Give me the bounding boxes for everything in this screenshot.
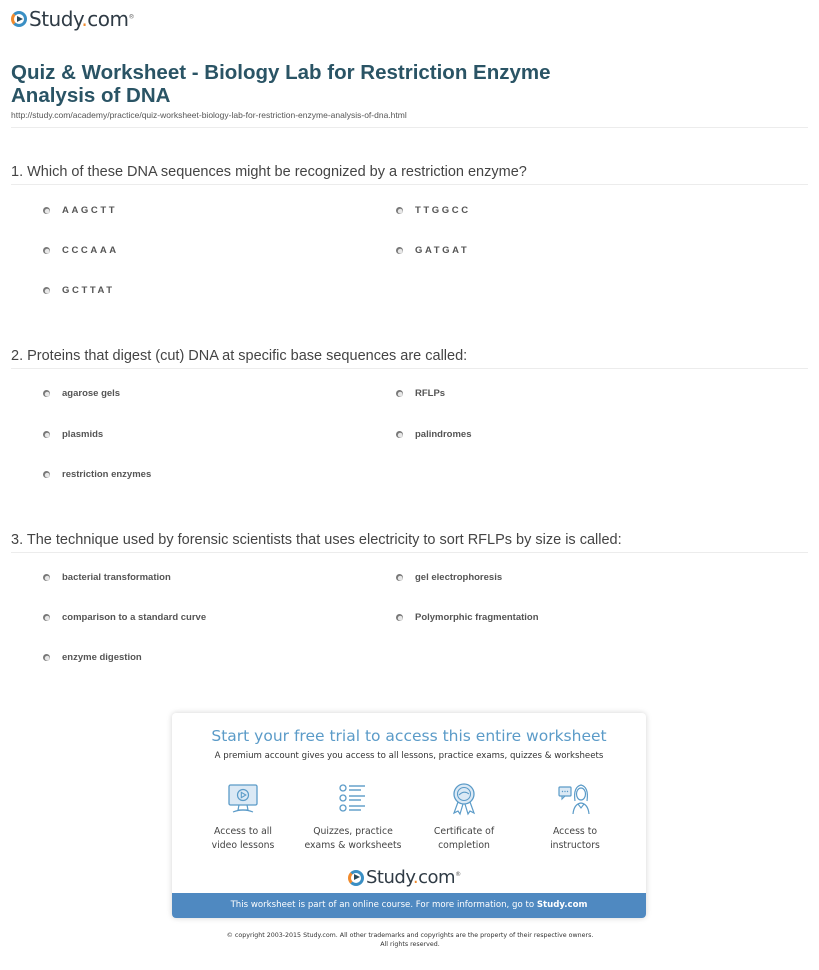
feature-video-lessons: Access to all video lessons <box>188 781 298 853</box>
question-3: 3. The technique used by forensic scientists that uses electricity to sort RFLPs by size is called: <box>11 532 622 548</box>
feature-certificate: Certificate of completion <box>409 781 519 853</box>
question-2: 2. Proteins that digest (cut) DNA at specific base sequences are called: <box>11 348 468 364</box>
divider <box>11 552 808 553</box>
q3-option-2[interactable]: gel electrophoresis <box>396 572 502 583</box>
page-title: Quiz & Worksheet - Biology Lab for Restriction Enzyme Analysis of DNA <box>11 61 551 107</box>
q1-option-2[interactable]: TTGGCC <box>396 205 471 216</box>
radio-icon[interactable] <box>43 471 50 478</box>
radio-icon[interactable] <box>43 390 50 397</box>
q3-option-5[interactable]: enzyme digestion <box>43 652 142 663</box>
q2-option-1[interactable]: agarose gels <box>43 388 120 399</box>
play-logo-icon <box>348 870 364 886</box>
radio-icon[interactable] <box>43 654 50 661</box>
logo-wordmark: Study.com® <box>366 867 461 888</box>
feature-quizzes: Quizzes, practice exams & worksheets <box>298 781 408 853</box>
radio-icon[interactable] <box>396 431 403 438</box>
radio-icon[interactable] <box>396 207 403 214</box>
q3-option-1[interactable]: bacterial transformation <box>43 572 171 583</box>
instructor-chat-icon <box>557 781 593 817</box>
q1-option-1[interactable]: AAGCTT <box>43 205 117 216</box>
logo-wordmark: Study.com® <box>29 7 134 31</box>
q3-option-3[interactable]: comparison to a standard curve <box>43 612 206 623</box>
course-info-banner: This worksheet is part of an online course. For more information, go to Study.com <box>172 893 646 918</box>
divider <box>11 368 808 369</box>
q1-option-4[interactable]: GATGAT <box>396 245 469 256</box>
question-1: 1. Which of these DNA sequences might be recognized by a restriction enzyme? <box>11 164 527 180</box>
divider <box>11 184 808 185</box>
radio-icon[interactable] <box>43 247 50 254</box>
radio-icon[interactable] <box>43 207 50 214</box>
q2-option-4[interactable]: palindromes <box>396 429 472 440</box>
radio-icon[interactable] <box>43 614 50 621</box>
q3-option-4[interactable]: Polymorphic fragmentation <box>396 612 539 623</box>
trial-headline[interactable]: Start your free trial to access this entire worksheet <box>211 727 607 745</box>
radio-icon[interactable] <box>43 431 50 438</box>
list-icon <box>335 781 371 817</box>
divider <box>11 127 808 128</box>
q2-option-3[interactable]: plasmids <box>43 429 103 440</box>
radio-icon[interactable] <box>43 574 50 581</box>
q2-option-2[interactable]: RFLPs <box>396 388 445 399</box>
feature-instructors: Access to instructors <box>520 781 630 853</box>
trial-subheadline: A premium account gives you access to all lessons, practice exams, quizzes & worksheets <box>214 751 604 761</box>
copyright-notice: © copyright 2003-2015 Study.com. All other trademarks and copyrights are the property of their respective owners. All rights reserved. <box>226 932 594 948</box>
q1-option-3[interactable]: CCCAAA <box>43 245 119 256</box>
monitor-play-icon <box>225 781 261 817</box>
q1-option-5[interactable]: GCTTAT <box>43 285 115 296</box>
page-url: http://study.com/academy/practice/quiz-worksheet-biology-lab-for-restriction-enzyme-analysis-of-dna.html <box>11 110 407 120</box>
play-logo-icon <box>11 11 27 27</box>
q2-option-5[interactable]: restriction enzymes <box>43 469 151 480</box>
ribbon-award-icon <box>446 781 482 817</box>
radio-icon[interactable] <box>396 574 403 581</box>
study-logo[interactable] <box>11 7 134 31</box>
radio-icon[interactable] <box>396 247 403 254</box>
radio-icon[interactable] <box>396 390 403 397</box>
radio-icon[interactable] <box>396 614 403 621</box>
free-trial-card <box>172 713 646 918</box>
study-link[interactable]: Study.com <box>536 900 588 910</box>
study-logo[interactable] <box>348 867 461 888</box>
radio-icon[interactable] <box>43 287 50 294</box>
